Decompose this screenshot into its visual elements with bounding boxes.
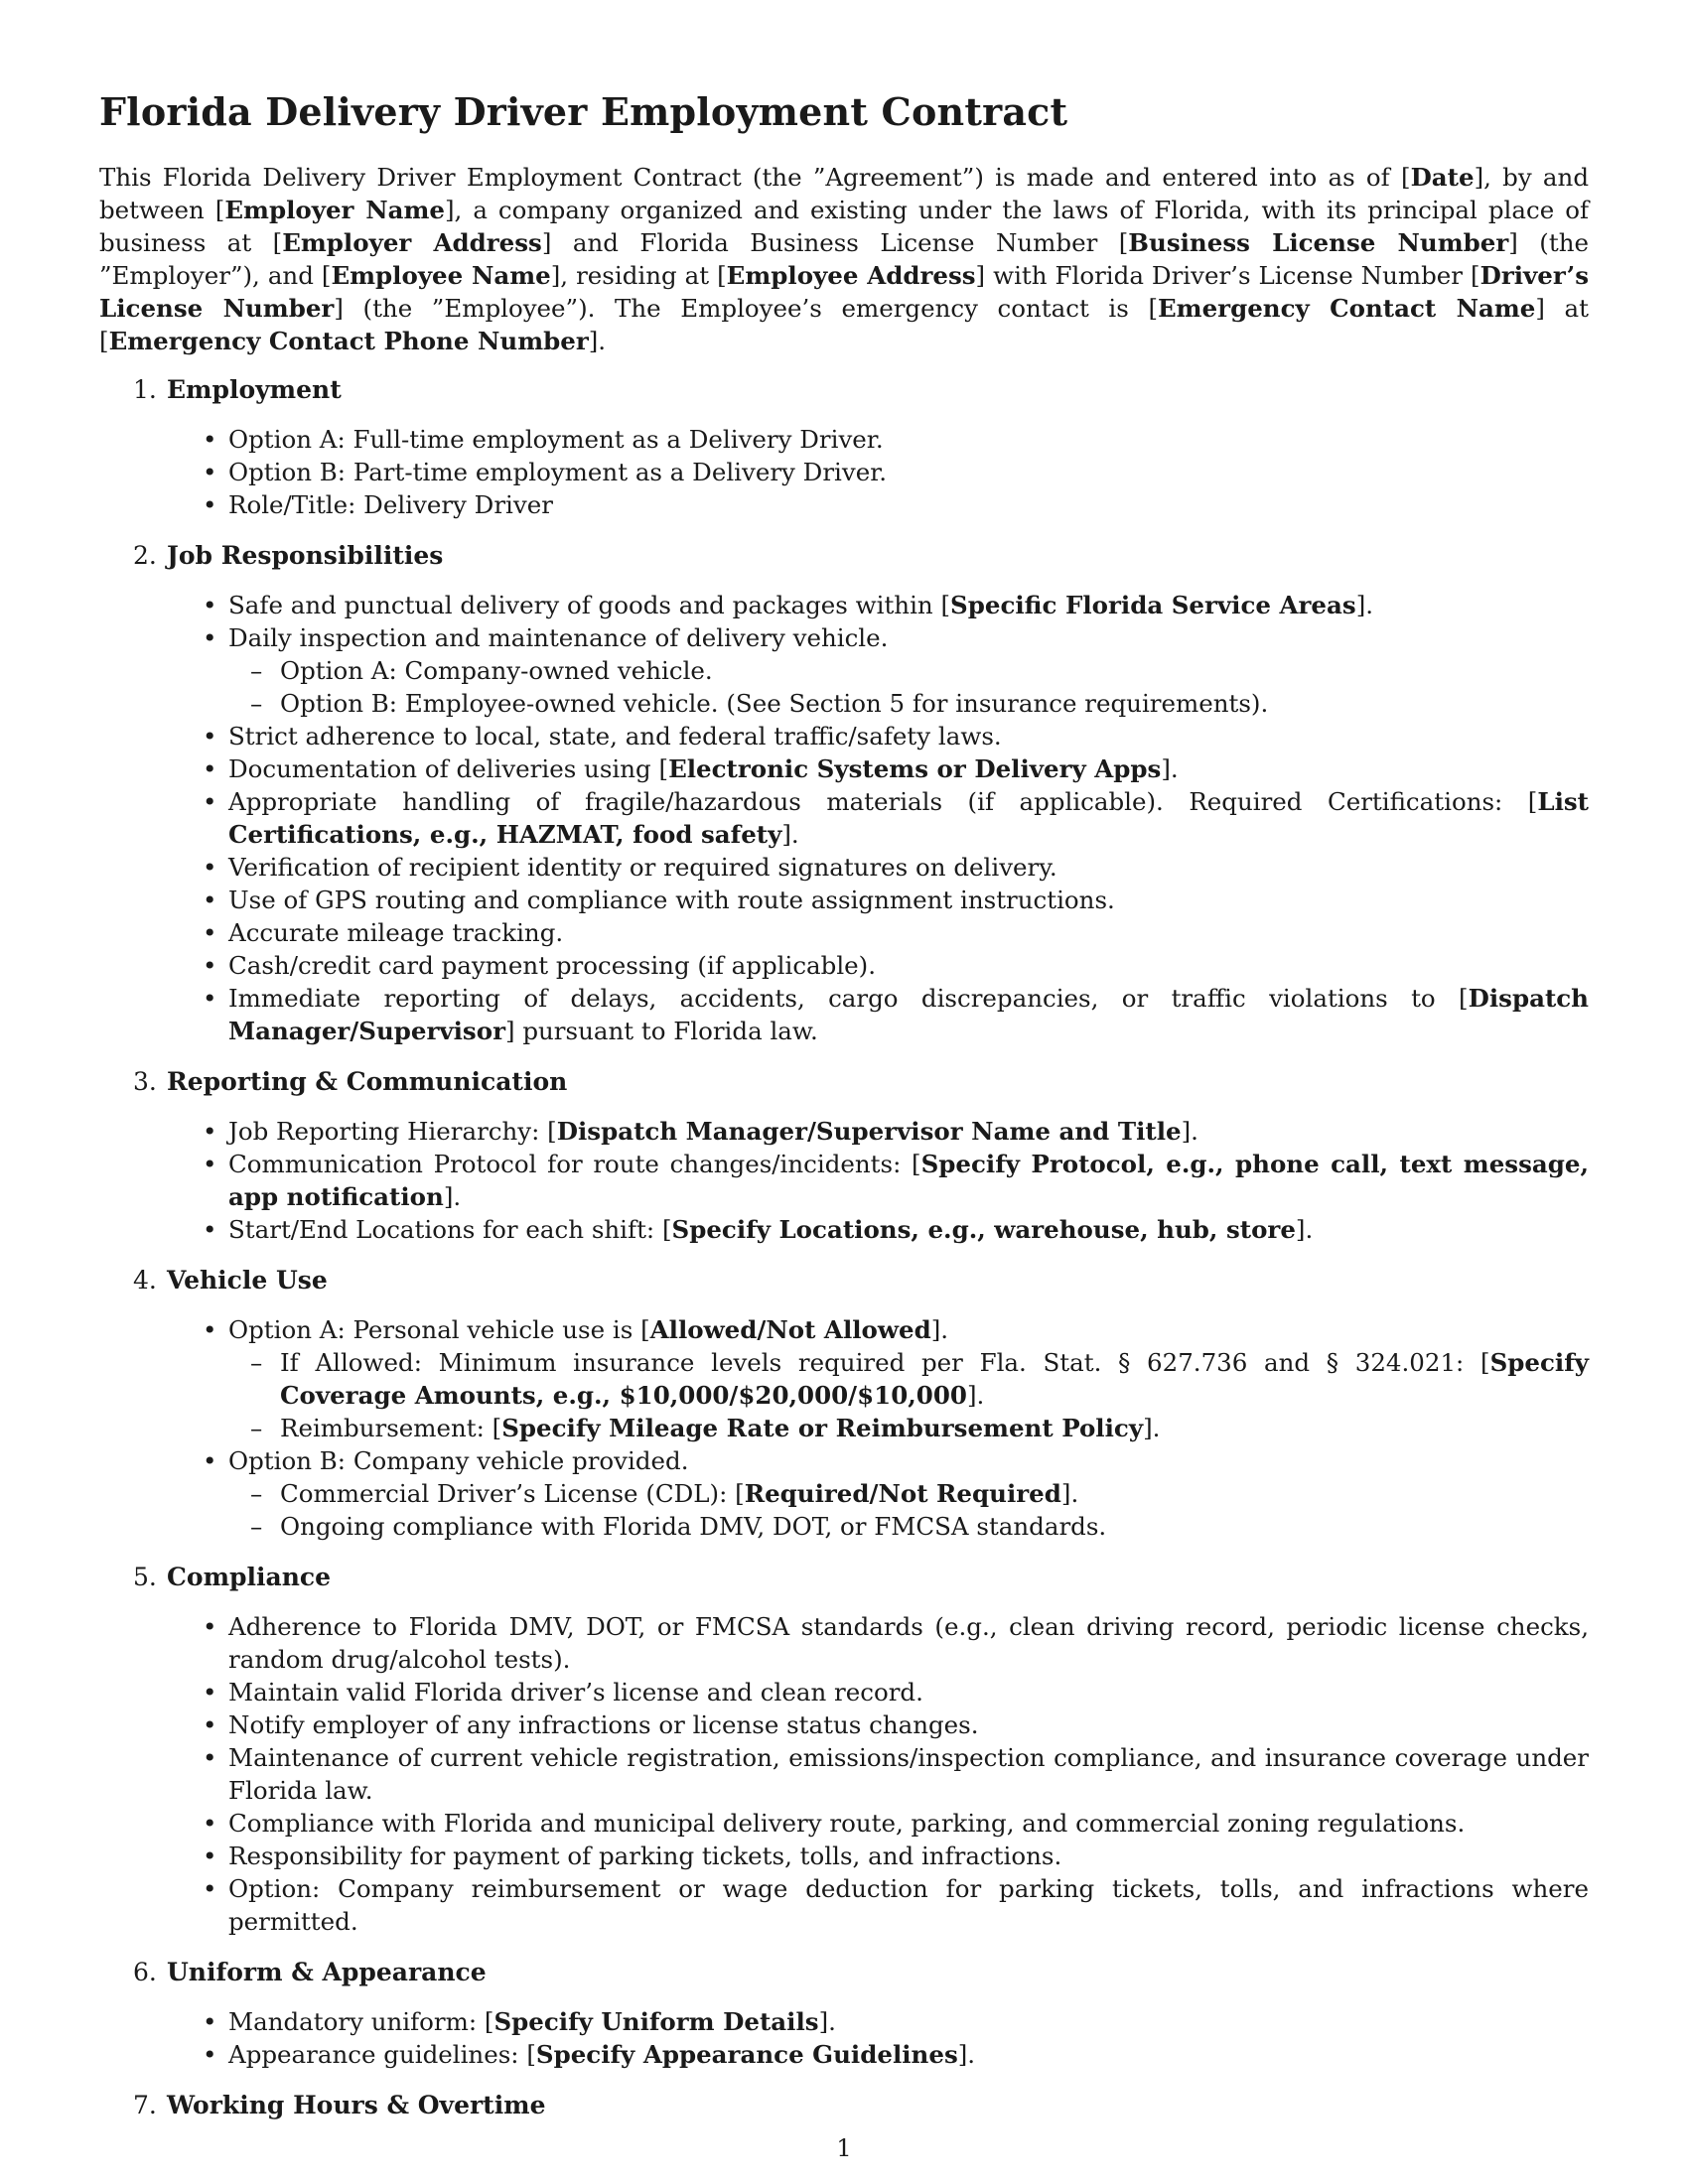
list-item: • Accurate mileage tracking. [228,916,1589,949]
item-text: Safe and punctual delivery of goods and packages within [ [228,591,951,619]
item-text: ]. [1161,754,1179,783]
item-text: Mandatory uniform: [ [228,2007,494,2036]
list-item: • Cash/credit card payment processing (if applicable). [228,949,1589,982]
intro-text: ] (the ”Employee”). The Employee’s emergency contact is [ [334,294,1158,323]
list-item: • Compliance with Florida and municipal delivery route, parking, and commercial zoning regulations. [228,1807,1589,1840]
intro-text: ] (the ”Employer”), and [ [99,228,1589,290]
item-text: ]. [818,2007,836,2036]
list-item: • Strict adherence to local, state, and federal traffic/safety laws. [228,720,1589,752]
item-text: ]. [1355,591,1374,619]
section-compliance [99,1561,1589,1938]
section-heading [99,1264,1589,1297]
placeholder-delivery-apps: Electronic Systems or Delivery Apps [668,754,1162,783]
bullet-list [99,423,1589,521]
sub-list [228,1477,1589,1543]
list-item [228,589,1589,621]
placeholder-certifications: List Certifications, e.g., HAZMAT, food safety [228,787,1589,849]
item-text: Start/End Locations for each shift: [ [228,1215,672,1244]
list-item: • Verification of recipient identity or required signatures on delivery. [228,851,1589,884]
placeholder-service-areas: Specific Florida Service Areas [950,591,1356,619]
section-number: 5. [133,1563,157,1591]
item-text: ]. [957,2040,976,2069]
section-number: 6. [133,1958,157,1986]
section-uniform-appearance [99,1956,1589,2071]
sub-list-item: – Option B: Employee-owned vehicle. (See Section 5 for insurance requirements). [280,687,1589,720]
section-heading [99,1065,1589,1099]
placeholder-coverage: Specify Coverage Amounts, e.g., $10,000/$20,000/$10,000 [280,1348,1589,1410]
placeholder-uniform: Specify Uniform Details [493,2007,819,2036]
item-text: Option B: Company vehicle provided. [228,1446,689,1475]
section-heading [99,1561,1589,1594]
list-item [228,621,1589,720]
section-title: Uniform & Appearance [167,1958,487,1986]
list-item [228,1148,1589,1213]
list-item [228,1444,1589,1543]
item-text: ]. [1295,1215,1314,1244]
placeholder-dispatch-manager: Dispatch Manager/Supervisor [228,984,1589,1045]
placeholder-date: Date [1410,163,1475,192]
section-heading [99,1956,1589,1989]
item-text: Commercial Driver’s License (CDL): [ [280,1479,745,1508]
section-number: 7. [133,2091,157,2119]
placeholder-emergency-phone: Emergency Contact Phone Number [108,327,589,355]
page-number: 1 [836,2134,852,2162]
list-item: • Use of GPS routing and compliance with route assignment instructions. [228,884,1589,916]
list-item: • Responsibility for payment of parking tickets, tolls, and infractions. [228,1840,1589,1872]
list-item: • Adherence to Florida DMV, DOT, or FMCSA standards (e.g., clean driving record, periodic license checks, random drug/alcohol tests). [228,1610,1589,1676]
item-text: ]. [1060,1479,1079,1508]
intro-text: ], residing at [ [550,261,727,290]
list-item: • Maintain valid Florida driver’s license and clean record. [228,1676,1589,1708]
list-item: • Option A: Full-time employment as a Delivery Driver. [228,423,1589,456]
item-text: Documentation of deliveries using [ [228,754,669,783]
intro-text: ], a company organized and existing under the laws of Florida, with its principal place of business at [ [99,196,1590,257]
document-title: Florida Delivery Driver Employment Contract [99,89,1068,134]
placeholder-emergency-name: Emergency Contact Name [1158,294,1536,323]
placeholder-allowed: Allowed/Not Allowed [649,1315,931,1344]
section-working-hours [99,2089,1589,2122]
placeholder-supervisor-name: Dispatch Manager/Supervisor Name and Title [556,1117,1182,1146]
section-title: Compliance [167,1563,332,1591]
placeholder-employer-name: Employer Name [224,196,445,224]
intro-text: ] and Florida Business License Number [ [541,228,1129,257]
list-item [228,1115,1589,1148]
list-item: • Option: Company reimbursement or wage deduction for parking tickets, tolls, and infractions where permitted. [228,1872,1589,1938]
placeholder-employer-address: Employer Address [282,228,542,257]
item-text: Job Reporting Hierarchy: [ [228,1117,557,1146]
section-vehicle-use [99,1264,1589,1543]
item-text: Appearance guidelines: [ [228,2040,536,2069]
bullet-list [99,1115,1589,1246]
section-employment [99,373,1589,521]
placeholder-employee-address: Employee Address [726,261,976,290]
list-item [228,2005,1589,2038]
placeholder-drivers-license: Driver’s License Number [99,261,1589,323]
section-heading [99,539,1589,573]
section-number: 3. [133,1067,157,1096]
section-title: Job Responsibilities [167,541,444,570]
section-title: Reporting & Communication [167,1067,568,1096]
list-item: • Maintenance of current vehicle registration, emissions/inspection compliance, and insurance coverage under Florida law. [228,1741,1589,1807]
item-text: Reimbursement: [ [280,1414,502,1442]
intro-text: ] with Florida Driver’s License Number [ [975,261,1480,290]
section-reporting-communication [99,1065,1589,1246]
section-number: 1. [133,375,157,404]
intro-text: ]. [588,327,607,355]
list-item [228,785,1589,851]
placeholder-mileage-rate: Specify Mileage Rate or Reimbursement Policy [501,1414,1144,1442]
list-item: • Role/Title: Delivery Driver [228,488,1589,521]
list-item [228,1313,1589,1444]
list-item [228,2038,1589,2071]
intro-text: This Florida Delivery Driver Employment Contract (the ”Agreement”) is made and entered into as of [ [99,163,1411,192]
item-text: Immediate reporting of delays, accidents, cargo discrepancies, or traffic violations to [ [228,984,1469,1013]
section-heading [99,373,1589,407]
list-item: • Option B: Part-time employment as a Delivery Driver. [228,456,1589,488]
list-item [228,982,1589,1047]
item-text: ]. [930,1315,949,1344]
item-text: ]. [443,1182,462,1211]
sub-list [228,654,1589,720]
item-text: Communication Protocol for route changes/incidents: [ [228,1150,921,1178]
placeholder-cdl: Required/Not Required [744,1479,1061,1508]
section-heading [99,2089,1589,2122]
list-item [228,1213,1589,1246]
placeholder-locations: Specify Locations, e.g., warehouse, hub, store [671,1215,1296,1244]
sections-list [99,373,1589,2140]
sub-list-item [280,1477,1589,1510]
bullet-list [99,1313,1589,1543]
section-title: Employment [167,375,342,404]
sub-list-item [280,1412,1589,1444]
list-item: • Notify employer of any infractions or license status changes. [228,1708,1589,1741]
placeholder-employee-name: Employee Name [331,261,551,290]
sub-list-item [280,1346,1589,1412]
item-text: ]. [966,1381,985,1410]
intro-paragraph [99,161,1589,357]
item-text: ]. [1181,1117,1198,1146]
section-number: 2. [133,541,157,570]
item-text: Appropriate handling of fragile/hazardous materials (if applicable). Required Certifications: [ [228,787,1538,816]
item-text: If Allowed: Minimum insurance levels required per Fla. Stat. § 627.736 and § 324.021: [ [280,1348,1490,1377]
item-text: Option A: Personal vehicle use is [ [228,1315,650,1344]
intro-text: ] at [ [99,294,1589,355]
placeholder-protocol: Specify Protocol, e.g., phone call, text message, app notification [228,1150,1589,1211]
list-item [228,752,1589,785]
sub-list-item: – Ongoing compliance with Florida DMV, DOT, or FMCSA standards. [280,1510,1589,1543]
sub-list [228,1346,1589,1444]
sub-list-item: – Option A: Company-owned vehicle. [280,654,1589,687]
bullet-list [99,2005,1589,2071]
item-text: Daily inspection and maintenance of delivery vehicle. [228,623,889,652]
section-job-responsibilities [99,539,1589,1047]
item-text: ] pursuant to Florida law. [504,1017,818,1045]
intro-text: ], by and between [ [99,163,1590,224]
item-text: ]. [781,820,799,849]
item-text: ]. [1143,1414,1161,1442]
section-title: Working Hours & Overtime [167,2091,546,2119]
bullet-list [99,1610,1589,1938]
section-title: Vehicle Use [167,1266,328,1295]
bullet-list [99,589,1589,1047]
placeholder-appearance: Specify Appearance Guidelines [535,2040,958,2069]
placeholder-business-license: Business License Number [1128,228,1509,257]
section-number: 4. [133,1266,157,1295]
